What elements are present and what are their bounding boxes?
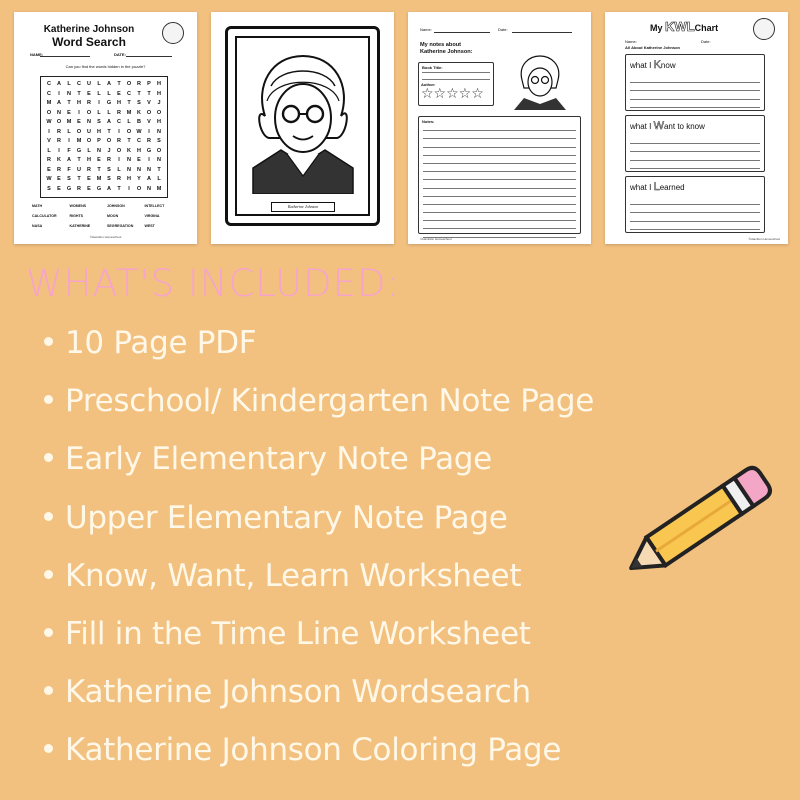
np-footer: ©Hamilton Homeschool	[420, 237, 452, 241]
grid-letter: C	[77, 81, 81, 87]
grid-letter: S	[157, 138, 161, 144]
grid-letter: T	[147, 90, 151, 97]
word-search-title-line1: Katherine Johnson	[43, 24, 135, 35]
word-list-item: NASA	[32, 224, 43, 228]
notes-label: Notes:	[422, 119, 435, 124]
grid-letter: H	[157, 119, 161, 125]
kwl-title-kwl: KWL	[665, 19, 695, 34]
grid-letter: I	[128, 185, 130, 192]
grid-letter: L	[47, 147, 51, 154]
bullet-icon	[44, 512, 53, 521]
grid-letter: S	[137, 100, 141, 106]
word-list-item: CALCULATOR	[32, 214, 57, 218]
grid-letter: R	[87, 100, 91, 106]
grid-letter: A	[57, 100, 61, 106]
word-list-item: INTELLECT	[144, 204, 165, 208]
kwl-learned-box	[625, 176, 765, 233]
word-list-item: SEGREGATION	[107, 224, 134, 228]
word-list	[32, 204, 182, 228]
kwl-subtitle: All About Katherine Johnson	[625, 45, 680, 50]
ws-date-label: DATE:	[114, 52, 126, 57]
bullet-icon	[44, 395, 53, 404]
grid-letter: N	[157, 128, 161, 135]
grid-letter: M	[126, 109, 132, 116]
grid-letter: N	[127, 166, 131, 173]
grid-letter: C	[117, 119, 121, 125]
book-title-label: Book Title:	[422, 65, 443, 70]
ws-instructions: Can you find the words hidden in the puzzle?	[65, 64, 146, 69]
kwl-learned-label: what I Learned	[630, 181, 685, 193]
grid-letter: S	[67, 176, 71, 182]
grid-letter: R	[77, 185, 81, 192]
grid-letter: I	[118, 128, 120, 135]
grid-letter: F	[67, 147, 71, 154]
grid-letter: I	[68, 138, 70, 144]
grid-letter: R	[117, 109, 121, 116]
grid-letter: O	[136, 185, 142, 192]
grid-letter: T	[97, 166, 101, 173]
grid-letter: O	[76, 128, 82, 135]
star-rating: ☆☆☆☆☆	[421, 86, 484, 102]
word-search-grid	[40, 76, 168, 198]
grid-letter: I	[78, 109, 80, 116]
grid-letter: E	[97, 157, 101, 163]
grid-letter: O	[106, 138, 112, 144]
word-search-title	[14, 24, 164, 48]
included-list	[44, 314, 594, 780]
grid-letter: E	[57, 185, 61, 192]
grid-letter: T	[127, 100, 131, 106]
grid-letter: R	[57, 128, 61, 135]
portrait-icon	[162, 22, 184, 44]
kwl-name-label: Name:	[625, 39, 637, 44]
grid-letter: P	[147, 81, 151, 87]
word-list-item: JOHNSON	[107, 204, 125, 208]
grid-letter: E	[67, 109, 71, 116]
notes-box	[418, 116, 581, 234]
grid-letter: I	[58, 90, 60, 97]
word-list-item: MOON	[107, 214, 119, 218]
grid-letter: R	[57, 138, 61, 144]
grid-letter: G	[76, 147, 82, 154]
grid-letter: K	[57, 157, 61, 163]
grid-letter: R	[117, 138, 121, 144]
grid-letter: S	[97, 119, 101, 125]
grid-letter: L	[97, 109, 101, 116]
grid-letter: B	[137, 119, 141, 125]
included-item-text: Early Elementary Note Page	[65, 441, 492, 478]
grid-letter: R	[147, 138, 151, 144]
word-search-thumbnail	[14, 12, 197, 244]
grid-letter: M	[76, 138, 82, 144]
grid-letter: H	[87, 157, 91, 163]
word-list-item: WOMENS	[69, 204, 87, 208]
grid-letter: K	[137, 109, 141, 116]
grid-letter: M	[156, 185, 162, 192]
np-heading-line1: My notes about	[420, 42, 462, 48]
grid-letter: N	[147, 185, 151, 192]
word-list-item: KATHERINE	[69, 224, 91, 228]
grid-letter: V	[47, 138, 51, 144]
pencil-icon	[610, 460, 780, 590]
kwl-know-label: what I Know	[630, 59, 676, 71]
kwl-title-prefix: My	[650, 23, 663, 33]
grid-letter: I	[58, 147, 60, 154]
included-item-text: Preschool/ Kindergarten Note Page	[65, 383, 595, 420]
grid-letter: L	[107, 90, 111, 97]
grid-letter: W	[46, 176, 52, 182]
np-name-label: Name:	[420, 27, 432, 32]
portrait-icon	[753, 18, 775, 40]
grid-letter: R	[137, 81, 141, 87]
grid-letter: J	[107, 147, 111, 154]
grid-letter: E	[57, 176, 61, 182]
grid-letter: A	[57, 81, 61, 87]
kwl-footer: ©Hamilton Homeschool	[748, 237, 780, 241]
grid-letter: O	[56, 119, 62, 125]
grid-letter: L	[87, 147, 91, 154]
grid-letter: H	[117, 100, 121, 106]
grid-letter: T	[77, 90, 81, 97]
grid-letter: L	[67, 81, 71, 87]
grid-letter: G	[146, 147, 152, 154]
grid-letter: A	[107, 81, 111, 87]
included-item	[44, 489, 594, 547]
grid-letter: A	[107, 185, 111, 192]
included-item	[44, 663, 594, 721]
grid-letter: E	[137, 157, 141, 163]
grid-letter: H	[127, 176, 131, 182]
word-list-item: VIRGINA	[144, 214, 160, 218]
grid-letter: R	[57, 166, 61, 173]
grid-letter: T	[157, 166, 161, 173]
bullet-icon	[44, 570, 53, 579]
grid-letter: O	[126, 81, 132, 87]
included-item	[44, 314, 594, 372]
ws-footer: ©Hamilton Homeschool	[89, 235, 122, 239]
grid-letter: V	[147, 100, 151, 106]
grid-letter: L	[117, 166, 121, 173]
grid-letter: T	[67, 100, 71, 106]
grid-letter: N	[147, 166, 151, 173]
grid-letter: N	[87, 119, 91, 125]
included-item-text: Katherine Johnson Wordsearch	[65, 674, 531, 711]
grid-letter: W	[46, 119, 52, 125]
grid-letter: N	[137, 166, 141, 173]
word-list-item: MATH	[32, 204, 43, 208]
grid-letter: O	[156, 147, 162, 154]
kwl-date-label: Date:	[701, 39, 711, 44]
grid-letter: K	[127, 147, 131, 154]
grid-letter: E	[47, 166, 51, 173]
included-title: WHAT'S INCLUDED:	[26, 262, 400, 305]
grid-letter: M	[46, 100, 52, 106]
grid-letter: G	[66, 185, 72, 192]
grid-letter: U	[87, 81, 91, 87]
included-item	[44, 547, 594, 605]
np-heading-line2: Katherine Johnson:	[420, 49, 473, 55]
grid-letter: H	[137, 147, 141, 154]
bullet-icon	[44, 453, 53, 462]
grid-letter: T	[127, 138, 131, 144]
grid-letter: I	[148, 157, 150, 163]
grid-letter: W	[136, 128, 142, 135]
grid-letter: E	[77, 119, 81, 125]
grid-letter: A	[67, 157, 71, 163]
portrait-icon	[241, 46, 365, 194]
grid-letter: F	[67, 166, 71, 173]
included-item	[44, 430, 594, 488]
np-date-label: Date:	[498, 27, 508, 32]
grid-letter: H	[157, 81, 161, 87]
grid-letter: O	[146, 109, 152, 116]
grid-letter: G	[106, 100, 112, 106]
kwl-want-box	[625, 115, 765, 172]
grid-letter: A	[107, 119, 111, 125]
bullet-icon	[44, 744, 53, 753]
grid-letter: I	[148, 128, 150, 135]
grid-letter: V	[147, 119, 151, 125]
grid-letter: I	[48, 128, 50, 135]
grid-letter: R	[47, 157, 51, 163]
grid-letter: C	[137, 138, 141, 144]
grid-letter: O	[86, 109, 92, 116]
coloring-plaque: Katherine Johnson	[271, 202, 335, 212]
grid-letter: L	[157, 176, 161, 182]
grid-letter: T	[77, 176, 81, 182]
grid-letter: J	[157, 100, 161, 106]
grid-letter: U	[87, 128, 91, 135]
grid-letter: M	[96, 176, 102, 182]
grid-letter: H	[77, 100, 81, 106]
bullet-icon	[44, 628, 53, 637]
grid-letter: T	[117, 185, 121, 192]
grid-letter: I	[118, 157, 120, 163]
grid-letter: I	[98, 100, 100, 106]
kwl-title-suffix: Chart	[694, 23, 719, 33]
grid-letter: R	[117, 176, 121, 182]
grid-letter: N	[97, 147, 101, 154]
grid-letter: M	[66, 119, 72, 125]
grid-letter: O	[156, 109, 162, 116]
grid-letter: P	[97, 138, 101, 144]
grid-letter: S	[47, 185, 51, 192]
grid-letter: R	[107, 157, 111, 163]
grid-letter: G	[96, 185, 102, 192]
grid-letter: O	[126, 128, 132, 135]
author-label: Author:	[421, 82, 436, 87]
grid-letter: N	[157, 157, 161, 163]
grid-letter: T	[117, 81, 121, 87]
ws-name-label: NAME:	[30, 52, 44, 57]
grid-letter: L	[97, 81, 101, 87]
portrait-icon	[510, 54, 570, 110]
notes-lines	[423, 123, 576, 244]
grid-letter: L	[67, 128, 71, 135]
included-item-text: Fill in the Time Line Worksheet	[65, 615, 531, 652]
grid-letter: C	[127, 90, 131, 97]
grid-letter: U	[77, 166, 81, 173]
grid-letter: O	[116, 147, 122, 154]
grid-letter: R	[87, 166, 91, 173]
bullet-icon	[44, 337, 53, 346]
grid-letter: E	[87, 90, 91, 97]
grid-letter: O	[46, 109, 52, 116]
grid-letter: N	[57, 109, 61, 116]
included-item-text: 10 Page PDF	[65, 325, 257, 361]
word-search-title-line2: Word Search	[52, 35, 126, 49]
grid-letter: E	[117, 90, 121, 97]
grid-letter: S	[107, 176, 111, 182]
grid-letter: C	[47, 81, 51, 87]
grid-letter: N	[127, 157, 131, 163]
grid-letter: T	[137, 90, 141, 97]
word-list-item: RIGHTS	[69, 214, 84, 218]
included-item-text: Know, Want, Learn Worksheet	[65, 557, 522, 594]
np-heading	[420, 42, 473, 56]
grid-letter: C	[47, 90, 51, 97]
included-item	[44, 605, 594, 663]
word-list-item: WEST	[144, 224, 155, 228]
kwl-want-label: what I Want to know	[630, 120, 705, 132]
grid-letter: H	[157, 90, 161, 97]
grid-letter: A	[147, 176, 151, 182]
grid-letter: O	[86, 138, 92, 144]
grid-letter: S	[107, 166, 111, 173]
included-item-text: Upper Elementary Note Page	[65, 499, 508, 536]
grid-letter: L	[107, 109, 111, 116]
kwl-chart-thumbnail	[605, 12, 788, 244]
included-item	[44, 372, 594, 430]
grid-letter: T	[107, 128, 111, 135]
notes-page-thumbnail	[408, 12, 591, 244]
included-item-text: Katherine Johnson Coloring Page	[65, 732, 562, 769]
grid-letter: H	[97, 128, 101, 135]
grid-letter: L	[127, 119, 131, 125]
kwl-title	[650, 19, 718, 34]
bullet-icon	[44, 686, 53, 695]
grid-letter: E	[87, 185, 91, 192]
grid-letter: N	[67, 90, 71, 97]
coloring-page-thumbnail	[211, 12, 394, 244]
grid-letter: E	[87, 176, 91, 182]
grid-letter: Y	[137, 176, 141, 182]
grid-letter: L	[97, 90, 101, 97]
included-item	[44, 721, 594, 779]
grid-letter: T	[77, 157, 81, 163]
kwl-know-box	[625, 54, 765, 111]
